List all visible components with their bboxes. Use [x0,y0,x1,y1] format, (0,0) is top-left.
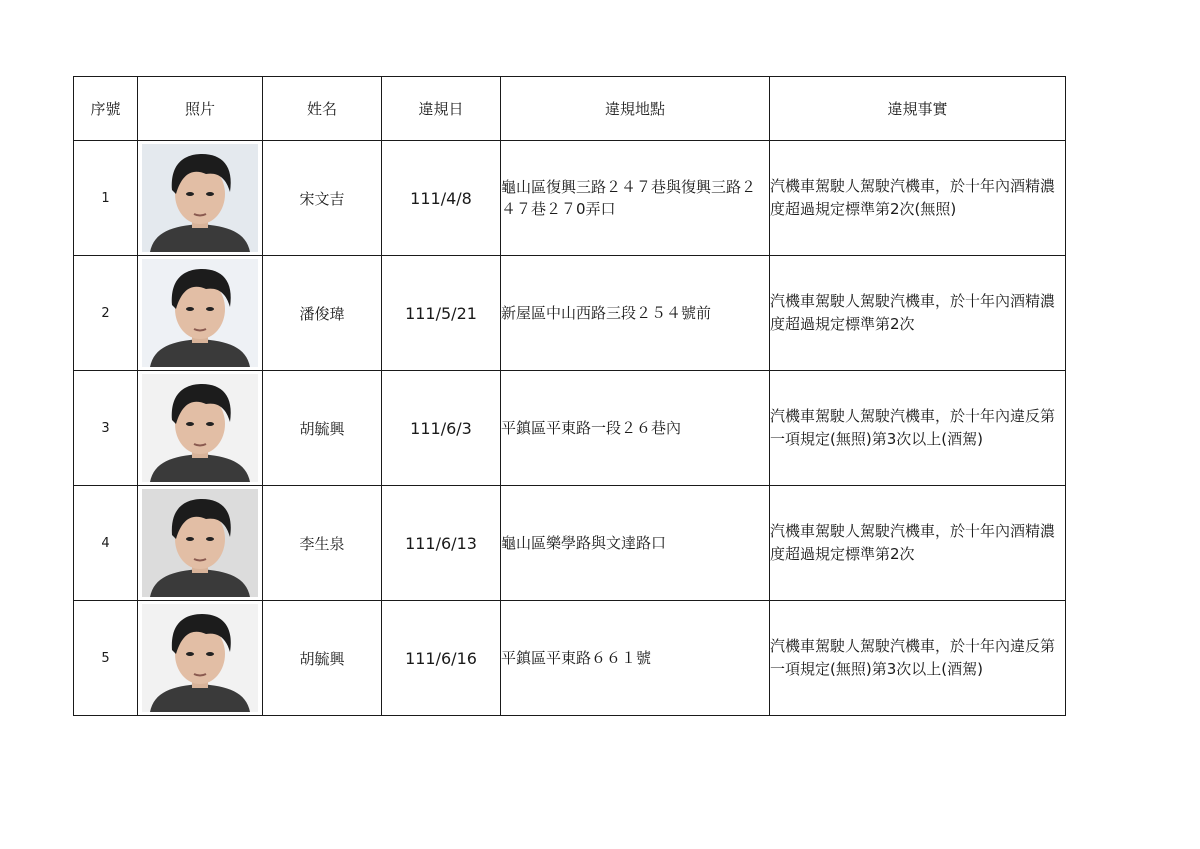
offender-name: 潘俊瑋 [263,256,382,371]
portrait-photo [142,144,258,252]
violation-location: 龜山區樂學路與文達路口 [501,486,770,601]
violation-date: 111/6/16 [382,601,501,716]
photo-cell [138,371,263,486]
header-photo: 照片 [138,77,263,141]
portrait-icon [142,374,258,482]
violation-fact: 汽機車駕駛人駕駛汽機車，於十年內違反第一項規定(無照)第3次以上(酒駕) [770,371,1066,486]
header-date: 違規日 [382,77,501,141]
row-number: 5 [74,601,138,716]
header-location: 違規地點 [501,77,770,141]
table-row [74,141,1066,256]
table-body [74,141,1066,716]
photo-cell [138,141,263,256]
violation-fact: 汽機車駕駛人駕駛汽機車，於十年內違反第一項規定(無照)第3次以上(酒駕) [770,601,1066,716]
table-row [74,256,1066,371]
table-row [74,601,1066,716]
portrait-icon [142,489,258,597]
photo-cell [138,601,263,716]
header-fact: 違規事實 [770,77,1066,141]
violation-location: 龜山區復興三路２４７巷與復興三路２４７巷２７0弄口 [501,141,770,256]
offender-name: 宋文吉 [263,141,382,256]
violation-location: 平鎮區平東路６６１號 [501,601,770,716]
violation-date: 111/5/21 [382,256,501,371]
table-row [74,486,1066,601]
portrait-photo [142,604,258,712]
offender-name: 李生泉 [263,486,382,601]
violation-location: 新屋區中山西路三段２５４號前 [501,256,770,371]
violation-location: 平鎮區平東路一段２６巷內 [501,371,770,486]
violations-table [73,76,1066,716]
portrait-icon [142,604,258,712]
row-number: 3 [74,371,138,486]
portrait-photo [142,374,258,482]
portrait-icon [142,144,258,252]
violation-fact: 汽機車駕駛人駕駛汽機車，於十年內酒精濃度超過規定標準第2次(無照) [770,141,1066,256]
row-number: 4 [74,486,138,601]
violation-date: 111/6/3 [382,371,501,486]
violation-fact: 汽機車駕駛人駕駛汽機車，於十年內酒精濃度超過規定標準第2次 [770,256,1066,371]
row-number: 2 [74,256,138,371]
offender-name: 胡毓興 [263,601,382,716]
table-row [74,371,1066,486]
row-number: 1 [74,141,138,256]
photo-cell [138,486,263,601]
portrait-icon [142,259,258,367]
offender-name: 胡毓興 [263,371,382,486]
violation-fact: 汽機車駕駛人駕駛汽機車，於十年內酒精濃度超過規定標準第2次 [770,486,1066,601]
violation-date: 111/4/8 [382,141,501,256]
violation-date: 111/6/13 [382,486,501,601]
header-row [74,77,1066,141]
photo-cell [138,256,263,371]
header-no: 序號 [74,77,138,141]
portrait-photo [142,489,258,597]
header-name: 姓名 [263,77,382,141]
portrait-photo [142,259,258,367]
